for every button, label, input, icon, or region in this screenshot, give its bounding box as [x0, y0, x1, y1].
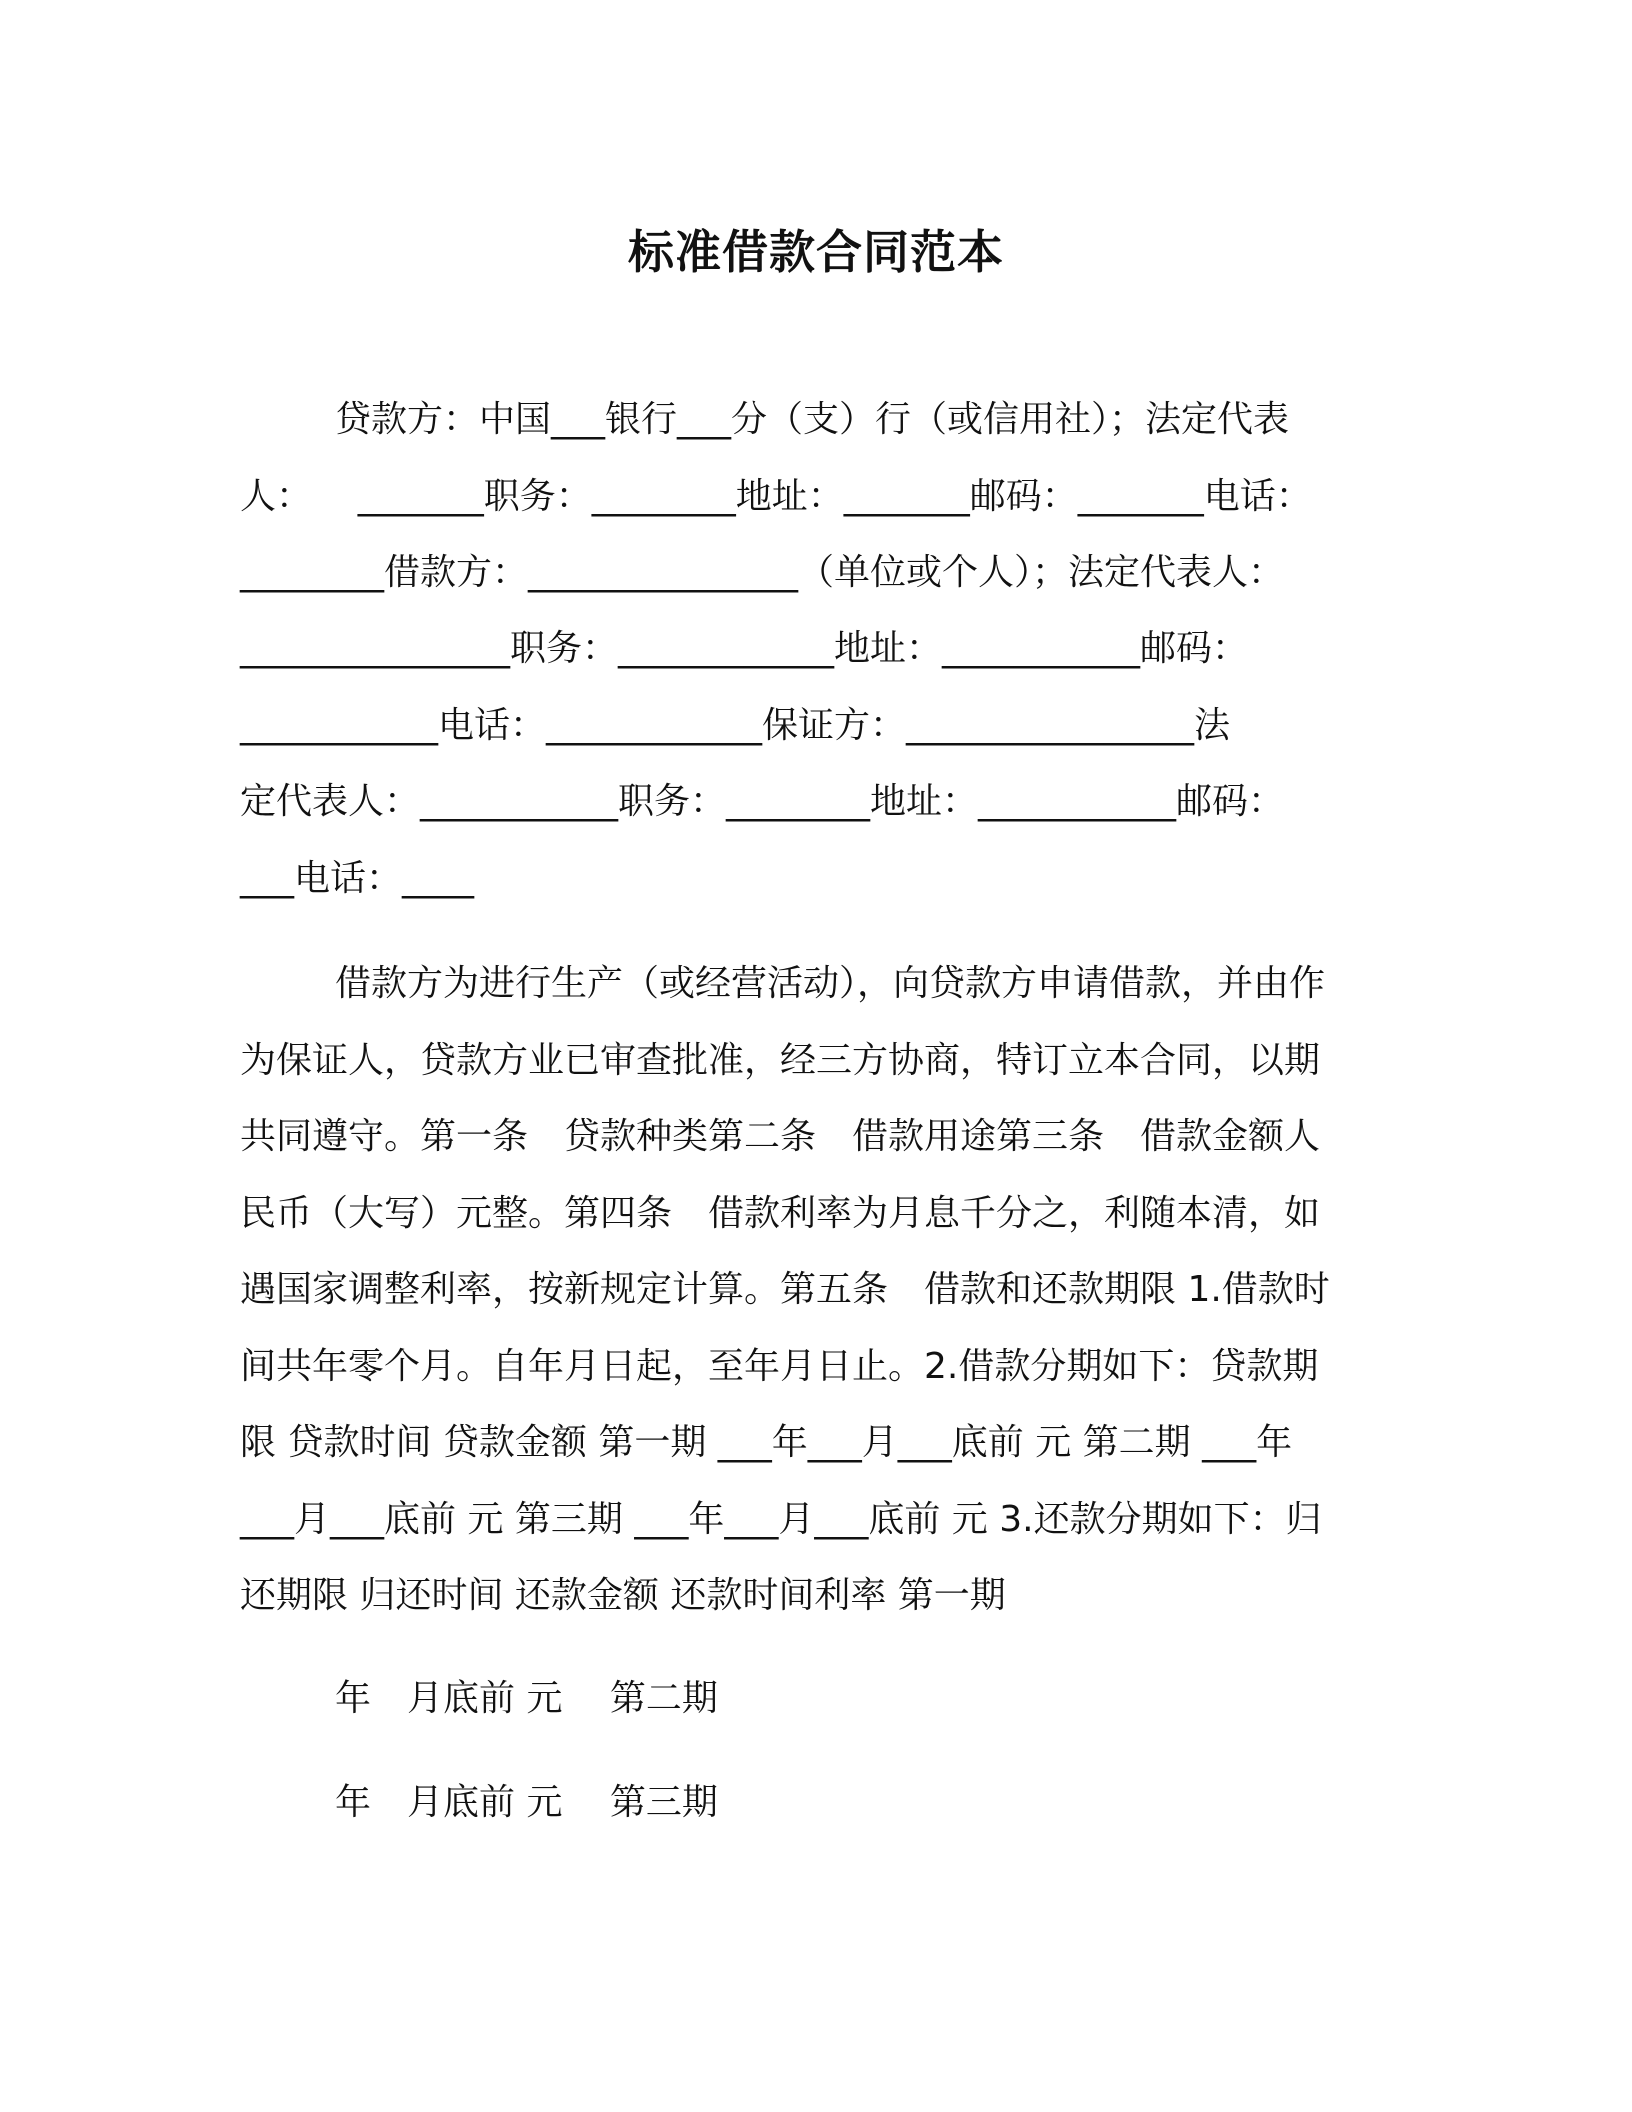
text-line-9: 为保证人，贷款方业已审查批准，经三方协商，特订立本合同，以期 [240, 1040, 1321, 1081]
text-line-12: 遇国家调整利率，按新规定计算。第五条 借款和还款期限 1.借款时 [240, 1269, 1330, 1310]
text-line-13: 间共年零个月。自年月日起，至年月日止。2.借款分期如下：贷款期 [240, 1346, 1319, 1387]
text-line-5: ___________电话：____________保证方：________________法 [240, 705, 1231, 746]
text-line-2: 人： _______职务：________地址：_______邮码：_______电话： [240, 476, 1312, 517]
text-line-11: 民币（大写）元整。第四条 借款利率为月息千分之，利随本清，如 [240, 1193, 1321, 1234]
text-line-18: 年 月底前 元 第三期 [335, 1782, 718, 1823]
text-line-15: ___月___底前 元 第三期 ___年___月___底前 元 3.还款分期如下：归 [240, 1499, 1322, 1540]
text-line-7: ___电话：____ [240, 858, 475, 899]
text-line-6: 定代表人：___________职务：________地址：___________邮码： [240, 781, 1285, 822]
text-line-1: 贷款方：中国___银行___分（支）行（或信用社）；法定代表 [335, 399, 1290, 440]
document-title: 标准借款合同范本 [628, 225, 1004, 279]
text-line-17: 年 月底前 元 第二期 [335, 1678, 718, 1719]
text-line-16: 还期限 归还时间 还款金额 还款时间利率 第一期 [240, 1575, 1006, 1616]
text-line-8: 借款方为进行生产（或经营活动），向贷款方申请借款，并由作 [335, 963, 1326, 1004]
text-line-10: 共同遵守。第一条 贷款种类第二条 借款用途第三条 借款金额人 [240, 1116, 1321, 1157]
text-line-14: 限 贷款时间 贷款金额 第一期 ___年___月___底前 元 第二期 ___年 [240, 1422, 1293, 1463]
text-line-3: ________借款方：_______________（单位或个人）；法定代表人： [240, 552, 1285, 593]
text-line-4: _______________职务：____________地址：___________邮码： [240, 628, 1249, 669]
